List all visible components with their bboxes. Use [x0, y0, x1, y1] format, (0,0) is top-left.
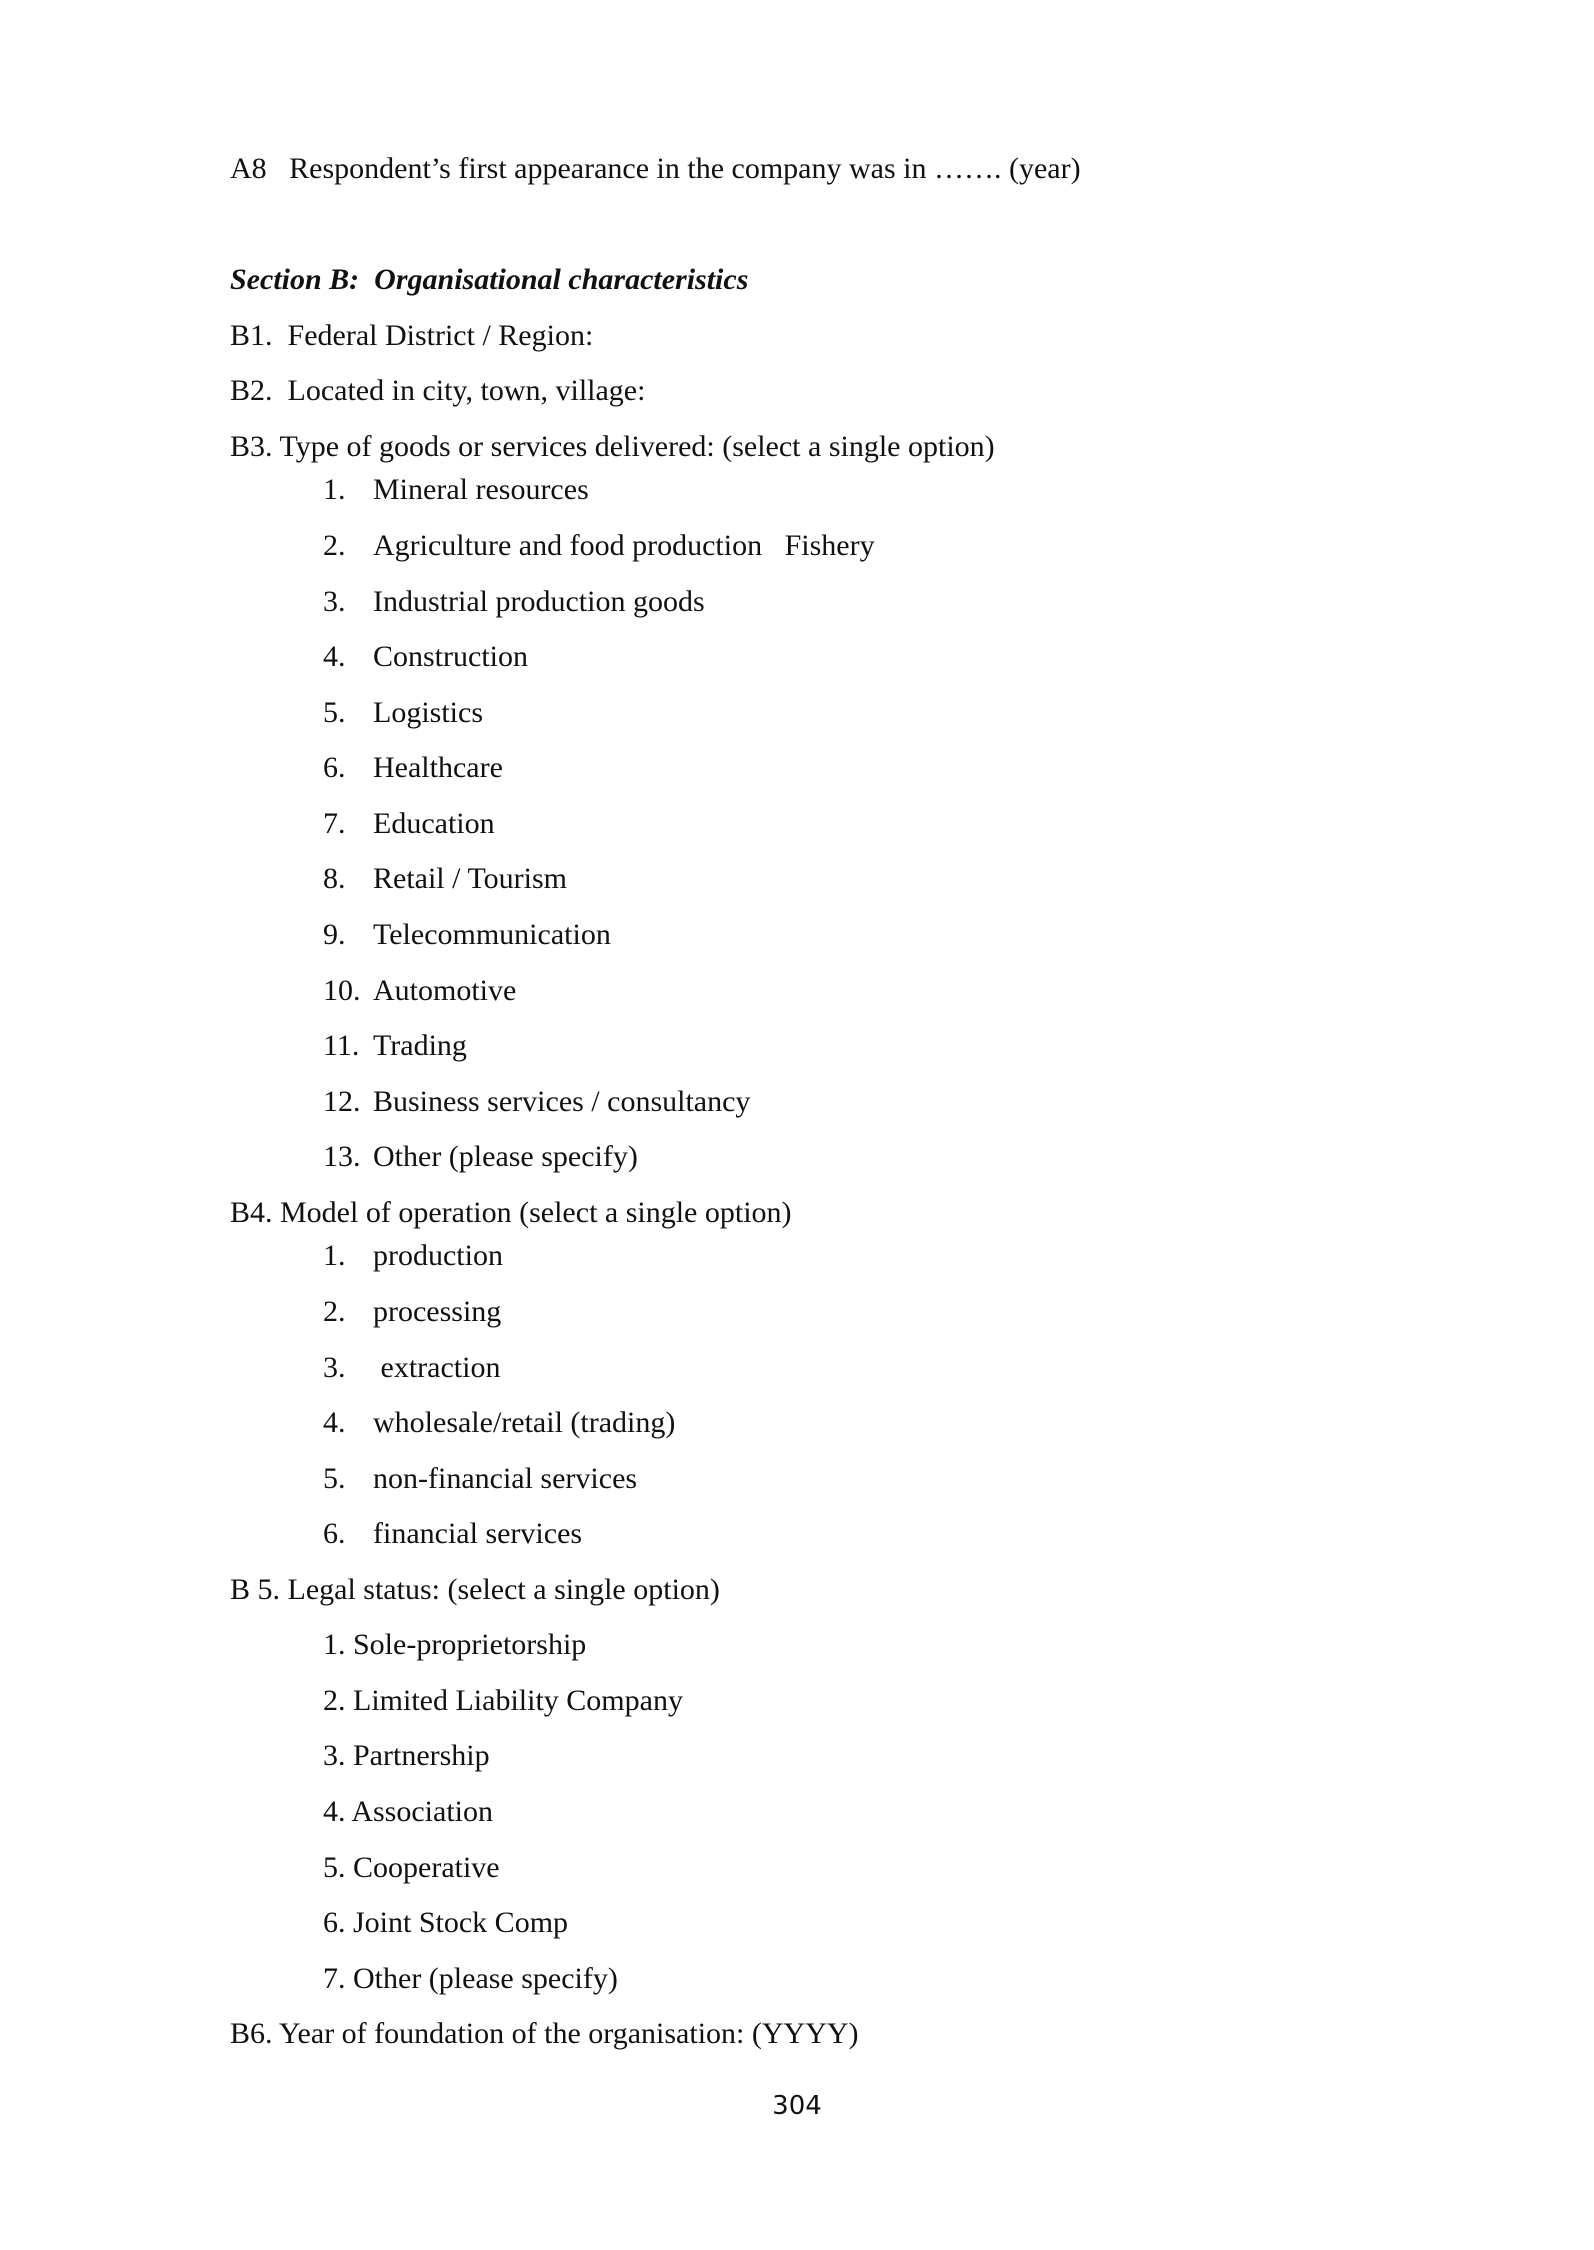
- b5-option: 6. Joint Stock Comp: [323, 1906, 569, 1939]
- option-label: production: [373, 1239, 503, 1272]
- option-label: Telecommunication: [373, 918, 611, 951]
- option-label: non-financial services: [373, 1462, 638, 1495]
- question-b6: B6. Year of foundation of the organisation: (YYYY): [230, 2017, 859, 2050]
- section-b-title: Section B: Organisational characteristics: [230, 263, 749, 296]
- option-number: 11.: [323, 1029, 360, 1062]
- option-number: 6.: [323, 751, 346, 784]
- option-label: Other (please specify): [373, 1140, 638, 1173]
- option-label: extraction: [373, 1351, 501, 1384]
- b5-option: 2. Limited Liability Company: [323, 1684, 683, 1717]
- option-label: Retail / Tourism: [373, 862, 568, 895]
- question-a8: A8 Respondent’s first appearance in the company was in ……. (year): [230, 152, 1081, 185]
- option-number: 3.: [323, 585, 346, 618]
- b5-option: 7. Other (please specify): [323, 1962, 618, 1995]
- option-label: financial services: [373, 1517, 583, 1550]
- option-number: 1.: [323, 1239, 346, 1272]
- question-b3: B3. Type of goods or services delivered: (select a single option): [230, 430, 995, 463]
- question-b4: B4. Model of operation (select a single option): [230, 1196, 792, 1229]
- question-b1: B1. Federal District / Region:: [230, 319, 594, 352]
- b5-option: 3. Partnership: [323, 1739, 490, 1772]
- question-b2: B2. Located in city, town, village:: [230, 374, 646, 407]
- option-number: 6.: [323, 1517, 346, 1550]
- option-label: Industrial production goods: [373, 585, 705, 618]
- option-label: Logistics: [373, 696, 483, 729]
- b5-option: 1. Sole-proprietorship: [323, 1628, 587, 1661]
- option-number: 13.: [323, 1140, 361, 1173]
- option-label: Trading: [373, 1029, 467, 1062]
- page-number: 304: [772, 2091, 822, 2121]
- option-label: Automotive: [373, 974, 517, 1007]
- option-number: 4.: [323, 640, 346, 673]
- option-label: Mineral resources: [373, 473, 589, 506]
- option-number: 4.: [323, 1406, 346, 1439]
- question-b5: B 5. Legal status: (select a single option): [230, 1573, 720, 1606]
- option-number: 2.: [323, 529, 346, 562]
- option-label: Education: [373, 807, 495, 840]
- option-label: processing: [373, 1295, 502, 1328]
- option-number: 9.: [323, 918, 346, 951]
- option-number: 7.: [323, 807, 346, 840]
- option-label: wholesale/retail (trading): [373, 1406, 676, 1439]
- option-label: Business services / consultancy: [373, 1085, 751, 1118]
- option-label: Construction: [373, 640, 528, 673]
- b5-option: 4. Association: [323, 1795, 493, 1828]
- option-number: 5.: [323, 1462, 346, 1495]
- option-number: 2.: [323, 1295, 346, 1328]
- option-number: 10.: [323, 974, 361, 1007]
- b5-option: 5. Cooperative: [323, 1851, 500, 1884]
- option-number: 5.: [323, 696, 346, 729]
- option-number: 12.: [323, 1085, 361, 1118]
- option-number: 1.: [323, 473, 346, 506]
- option-label: Healthcare: [373, 751, 503, 784]
- option-label: Agriculture and food production Fishery: [373, 529, 875, 562]
- option-number: 8.: [323, 862, 346, 895]
- option-number: 3.: [323, 1351, 346, 1384]
